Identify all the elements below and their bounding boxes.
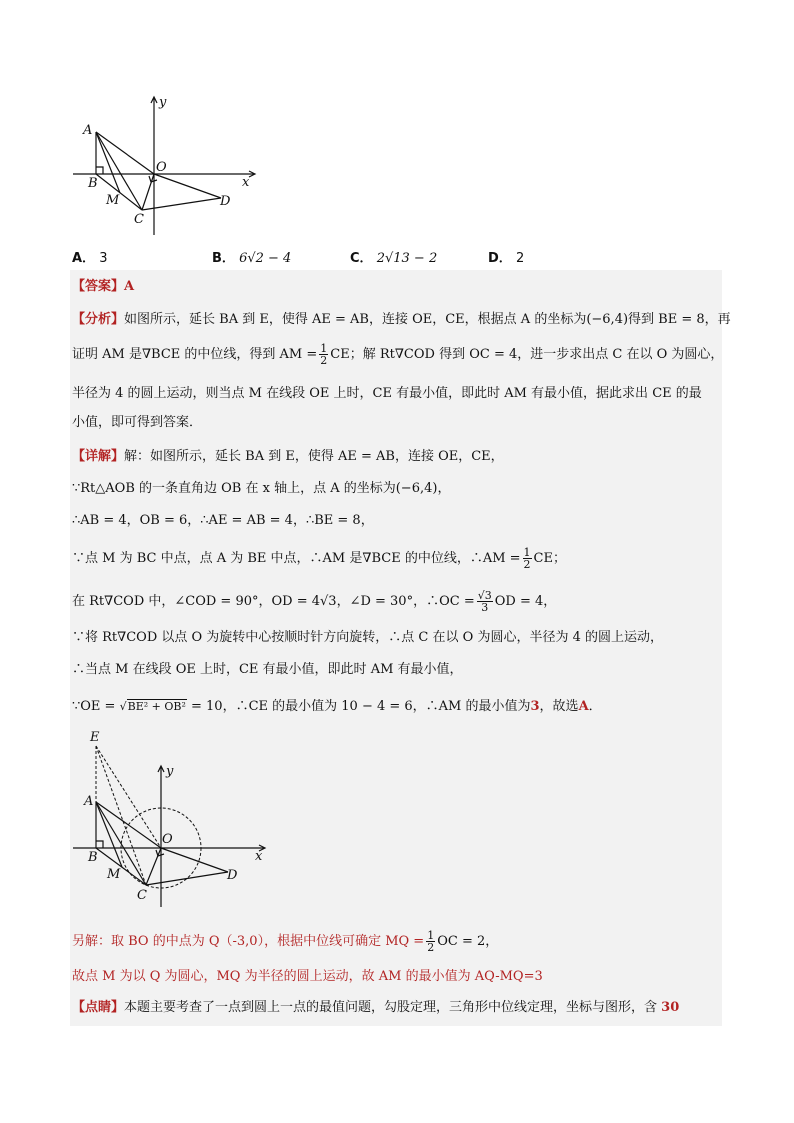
coordinate-figure-1 <box>68 92 268 242</box>
detail-tag: 【详解】 <box>72 449 125 464</box>
label-o: O <box>156 160 167 175</box>
answer-value: A <box>124 279 135 294</box>
analysis-line-1: 【分析】如图所示，延长 BA 到 E，使得 AE = AB，连接 OE，CE，根据点 A 的坐标为(−6,4)得到 BE = 8，再 <box>72 312 731 327</box>
option-d[interactable]: D． 2 <box>488 251 525 266</box>
label-a-2: A <box>84 794 94 809</box>
radical-expression: BE² + OB² <box>127 700 186 713</box>
label-y: y <box>159 95 167 110</box>
label-a: A <box>83 123 93 138</box>
detail-line-7: ∴当点 M 在线段 OE 上时，CE 有最小值，即此时 AM 有最小值， <box>72 662 463 677</box>
label-o-2: O <box>162 832 173 847</box>
label-m-2: M <box>107 867 121 882</box>
label-x: x <box>242 175 250 190</box>
detail-line-5: 在 Rt∇COD 中，∠COD = 90°，OD = 4√3，∠D = 30°，∴OC = $\frac{√3}{3}$ OD = 4， <box>72 589 557 614</box>
fraction-sqrt3-over-3: $\frac{√3}{3}$ <box>477 589 492 614</box>
label-c-2: C <box>137 888 147 903</box>
comment-tag: 【点睛】 <box>72 1000 125 1015</box>
segment-oc <box>142 174 154 210</box>
segment-oc-2 <box>146 848 161 885</box>
label-m: M <box>106 193 120 208</box>
analysis-line-2: 证明 AM 是∇BCE 的中位线，得到 AM = $\frac{1}{2}$ CE；解 Rt∇COD 得到 OC = 4，进一步求出点 C 在以 O 为圆心， <box>72 342 724 367</box>
segment-cd-2 <box>146 872 228 885</box>
alt-line-2: 故点 M 为以 Q 为圆心，MQ 为半径的圆上运动，故 AM 的最小值为 AQ-MQ=3 <box>72 969 543 984</box>
segment-bc-2 <box>96 848 146 885</box>
label-b: B <box>88 176 98 191</box>
label-c: C <box>134 212 144 227</box>
answer-options <box>72 245 732 267</box>
option-b[interactable]: B． 6√2 − 4 <box>212 251 292 266</box>
label-x-2: x <box>255 849 263 864</box>
label-y-2: y <box>166 764 174 779</box>
right-angle-b <box>96 167 103 174</box>
coordinate-figure-2 <box>68 727 278 912</box>
answer-tag: 【答案】 <box>72 279 125 294</box>
detail-line-1: 【详解】解：如图所示，延长 BA 到 E，使得 AE = AB，连接 OE，CE， <box>72 449 504 464</box>
analysis-line-4: 小值，即可得到答案． <box>72 415 203 430</box>
detail-line-6: ∵将 Rt∇COD 以点 O 为旋转中心按顺时针方向旋转，∴点 C 在以 O 为圆心，半径为 4 的圆上运动， <box>72 630 663 645</box>
detail-line-8: ∵OE = √BE² + OB² = 10，∴CE 的最小值为 10 − 4 = 6，∴AM 的最小值为3，故选A． <box>72 699 602 714</box>
right-angle-b-2 <box>96 841 103 848</box>
comment-line: 【点睛】本题主要考查了一点到圆上一点的最值问题，勾股定理，三角形中位线定理，坐标与图形，含 30 <box>72 1000 680 1015</box>
option-a[interactable]: A． 3 <box>72 251 108 266</box>
detail-line-2: ∵Rt△AOB 的一条直角边 OB 在 x 轴上，点 A 的坐标为(−6,4)， <box>72 481 451 496</box>
detail-line-4: ∵点 M 为 BC 中点，点 A 为 BE 中点，∴AM 是∇BCE 的中位线，∴AM = $\frac{1}{2}$ CE； <box>72 546 566 571</box>
fraction-half-2: $\frac{1}{2}$ <box>523 546 531 571</box>
fraction-half: $\frac{1}{2}$ <box>320 342 328 367</box>
answer-line <box>72 277 134 297</box>
segment-od <box>154 174 221 198</box>
label-d-2: D <box>227 868 238 883</box>
detail-line-3: ∴AB = 4，OB = 6，∴AE = AB = 4，∴BE = 8， <box>72 513 374 528</box>
alt-line-1: 另解：取 BO 的中点为 Q（-3,0），根据中位线可确定 MQ = $\frac{1}{2}$ OC = 2， <box>72 929 499 954</box>
option-c[interactable]: C． 2√13 − 2 <box>350 251 438 266</box>
label-b-2: B <box>88 850 98 865</box>
fraction-half-3: $\frac{1}{2}$ <box>427 929 435 954</box>
segment-od-2 <box>161 848 228 872</box>
label-e-2: E <box>90 730 100 745</box>
analysis-tag: 【分析】 <box>72 312 125 327</box>
label-d: D <box>220 194 231 209</box>
segment-eo-dashed <box>96 746 161 848</box>
analysis-line-3: 半径为 4 的圆上运动，则当点 M 在线段 OE 上时，CE 有最小值，即此时 AM 有最小值，据此求出 CE 的最 <box>72 386 702 401</box>
